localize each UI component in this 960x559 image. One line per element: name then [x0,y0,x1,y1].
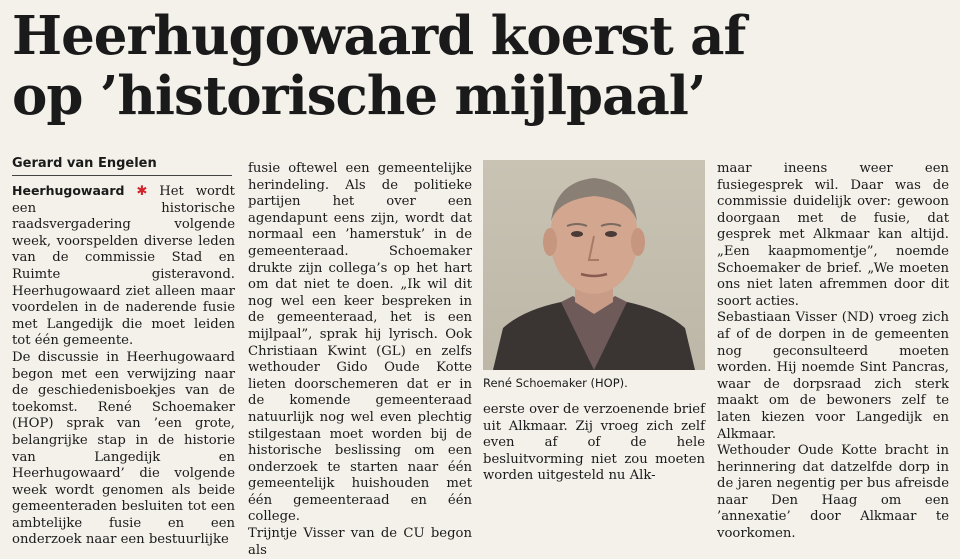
headline [12,6,952,126]
article-column-2 [248,161,472,559]
byline-author: Gerard van Engelen [12,156,232,176]
article-column-1 [12,183,235,549]
paragraph: De discussie in Heerhugowaard begon met een verwijzing naar de geschiedenisboekjes van de toekomst. René Schoemaker (HOP) sprak van ’een grote, belangrijke stap in de historie van Langedijk en Heerhugowaard’ die volgende week wordt genomen als beide gemeenteraden besluiten tot een ambtelijke fusie en een onderzoek naar een bestuurlijke [12,349,235,548]
paragraph: fusie oftewel een gemeentelijke herindeling. Als de politieke partijen het over een agendapunt eens zijn, wordt dat normaal een ’hamerstuk’ in de gemeenteraad. Schoemaker drukte zijn collega’s op het hart om dat niet te doen. „Ik wil dit nog wel een keer bespreken in de gemeenteraad, het is een mijlpaal”, sprak hij lyrisch. Ook Christiaan Kwint (GL) en zelfs wethouder Gido Oude Kotte lieten doorschemeren dat er in de komende gemeenteraad natuurlijk nog wel even plechtig stilgestaan moet worden bij de historische beslissing om een onderzoek te starten naar één gemeentelijk huishouden met één gemeenteraad en één college. [248,161,472,525]
paragraph: Trijntje Visser van de CU begon als [248,526,472,558]
paragraph: maar ineens weer een fusiegesprek wil. Daar was de commissie duidelijk over: gewoon doorgaan met de fusie, dat gesprek met Alkmaar kan altijd. „Een kaapmomentje”, noemde Schoemaker de brief. „We moeten ons niet laten afremmen door dit soort acties. [717,161,949,309]
article-column-3 [483,402,705,485]
article-column-4 [717,161,949,543]
dateline: Heerhugowaard [12,183,125,198]
paragraph: eerste over de verzoenende brief uit Alkmaar. Zij vroeg zich zelf even af of de hele besluitvorming niet zou moeten worden uitgesteld nu Alk- [483,402,705,484]
headline-line-2: op ’historische mijlpaal’ [12,65,706,127]
asterisk-icon: ✱ [136,184,148,199]
paragraph [12,183,235,350]
portrait-image [483,160,705,370]
portrait-photo [483,160,705,370]
paragraph-text: Het wordt een historische raadsvergadering volgende week, voorspelden diverse leden van de commissie Stad en Ruimte gisteravond. Heerhugowaard ziet alleen maar voordelen in de naderende fusie met Langedijk die moet leiden tot één gemeente. [12,184,235,349]
photo-caption: René Schoemaker (HOP). [483,376,628,390]
paragraph: Sebastiaan Visser (ND) vroeg zich af of de dorpen in de gemeenten nog geconsulteerd moeten worden. Hij noemde Sint Pancras, waar de dorpsraad zich sterk maakt om de bewoners zelf te laten kiezen voor Langedijk en Alkmaar. [717,310,949,442]
headline-line-1: Heerhugowaard koerst af [12,5,746,67]
paragraph: Wethouder Oude Kotte bracht in herinnering dat datzelfde dorp in de jaren negentig per bus afreisde naar Den Haag om een ’annexatie’ door Alkmaar te voorkomen. [717,443,949,542]
